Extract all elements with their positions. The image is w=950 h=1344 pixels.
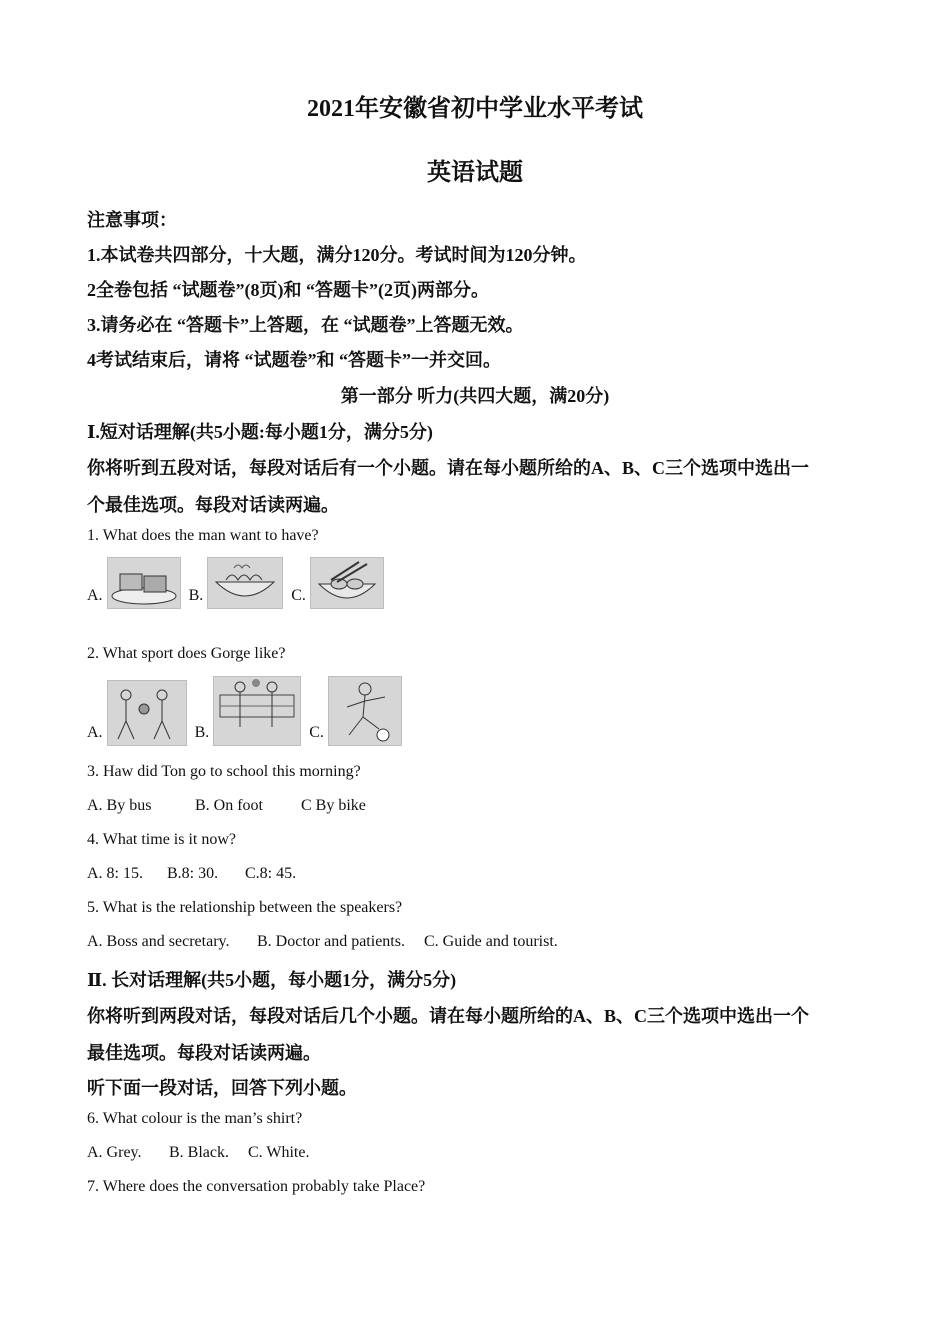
question-2-options — [87, 676, 410, 746]
question-4-text: 4. What time is it now? — [87, 831, 237, 848]
option-a[interactable]: A. Grey. — [87, 1144, 142, 1161]
section-one-instruction-1: 你将听到五段对话，每段对话后有一个小题。请在每小题所给的A、B、C三个选项中选出一 — [87, 458, 809, 478]
question-4-options — [87, 865, 296, 883]
option-a[interactable]: A. By bus — [87, 797, 152, 814]
volleyball-players-icon[interactable] — [213, 676, 301, 746]
option-a[interactable]: A. 8: 15. — [87, 865, 143, 882]
option-label: A. — [87, 587, 103, 604]
question-7-text: 7. Where does the conversation probably take Place? — [87, 1178, 426, 1195]
question-6-options — [87, 1144, 309, 1162]
option-b[interactable]: B. Doctor and patients. — [257, 933, 405, 950]
option-label: A. — [87, 724, 103, 741]
cakes-on-plate-icon[interactable] — [107, 557, 181, 609]
option-b[interactable]: B. On foot — [195, 797, 263, 814]
question-5-options — [87, 933, 558, 951]
option-c[interactable]: C. White. — [248, 1144, 310, 1161]
soccer-player-icon[interactable] — [328, 676, 402, 746]
option-c[interactable]: C. Guide and tourist. — [424, 933, 558, 950]
notice-item-3: 3.请务必在 “答题卡”上答题，在 “试题卷”上答题无效。 — [87, 315, 524, 335]
section-one-title: Ⅰ.短对话理解(共5小题:每小题1分，满分5分) — [87, 422, 433, 442]
option-label: C. — [291, 587, 306, 604]
option-a[interactable]: A. Boss and secretary. — [87, 933, 230, 950]
exam-title: 2021年安徽省初中学业水平考试 — [307, 96, 643, 122]
section-one-instruction-2: 个最佳选项。每段对话读两遍。 — [87, 495, 339, 515]
option-label: B. — [194, 724, 210, 741]
option-b[interactable]: B. Black. — [169, 1144, 229, 1161]
option-c[interactable]: C By bike — [301, 797, 366, 814]
question-5-text: 5. What is the relationship between the speakers? — [87, 899, 403, 916]
notice-item-4: 4考试结束后，请将 “试题卷”和 “答题卡”一并交回。 — [87, 350, 501, 370]
noodles-bowl-icon[interactable] — [207, 557, 283, 609]
section-two-instruction-1: 你将听到两段对话，每段对话后几个小题。请在每小题所给的A、B、C三个选项中选出一个 — [87, 1006, 809, 1026]
section-two-prompt: 听下面一段对话，回答下列小题。 — [87, 1078, 357, 1098]
question-1-options — [87, 557, 392, 609]
question-6-text: 6. What colour is the man’s shirt? — [87, 1110, 303, 1127]
notice-item-1: 1.本试卷共四部分，十大题，满分120分。考试时间为120分钟。 — [87, 245, 587, 265]
question-1-text: 1. What does the man want to have? — [87, 527, 319, 544]
notice-item-2: 2全卷包括 “试题卷”(8页)和 “答题卡”(2页)两部分。 — [87, 280, 489, 300]
option-label: C. — [309, 724, 324, 741]
question-3-text: 3. Haw did Ton go to school this morning? — [87, 763, 361, 780]
basketball-players-icon[interactable] — [107, 680, 187, 746]
option-b[interactable]: B.8: 30. — [167, 865, 219, 882]
notice-heading: 注意事项： — [87, 210, 177, 230]
option-label: B. — [188, 587, 204, 604]
part-one-title: 第一部分 听力(共四大题，满20分) — [340, 386, 610, 406]
question-3-options — [87, 797, 366, 815]
section-two-instruction-2: 最佳选项。每段对话读两遍。 — [87, 1043, 321, 1063]
dumplings-bowl-icon[interactable] — [310, 557, 384, 609]
exam-subtitle: 英语试题 — [427, 160, 523, 186]
section-two-title: Ⅱ. 长对话理解(共5小题，每小题1分，满分5分) — [87, 970, 457, 990]
question-2-text: 2. What sport does Gorge like? — [87, 645, 286, 662]
option-c[interactable]: C.8: 45. — [245, 865, 297, 882]
